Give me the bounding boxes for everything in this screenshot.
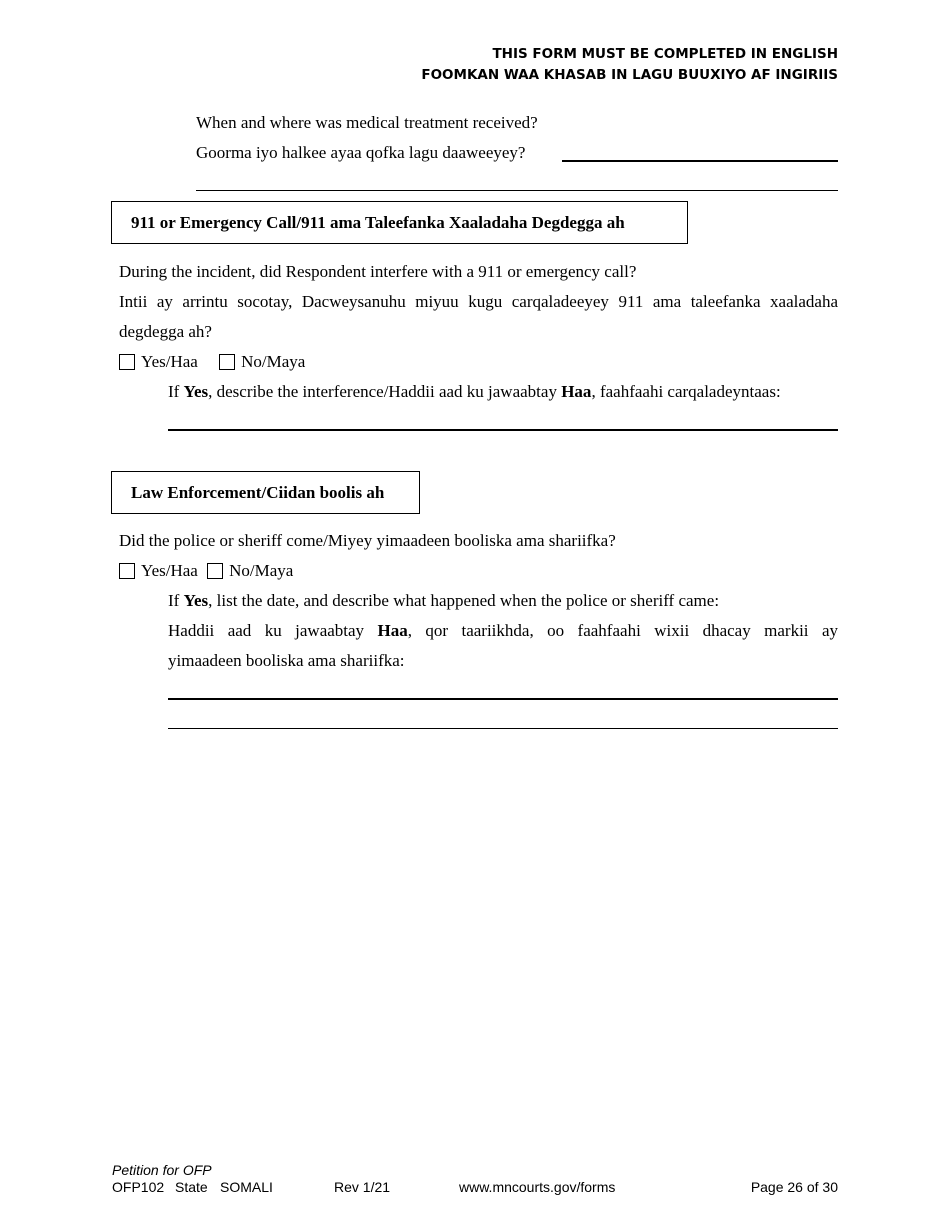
police-instruction-en <box>168 590 719 612</box>
interference-instruction <box>168 381 781 403</box>
medical-answer-line[interactable] <box>562 160 838 162</box>
police-no-option[interactable] <box>207 560 293 582</box>
footer-language: SOMALI <box>220 1179 273 1195</box>
interference-answer-line[interactable] <box>168 429 838 431</box>
medical-answer-line-2[interactable] <box>196 190 838 191</box>
police-options <box>119 560 293 585</box>
form-language-notice-en: THIS FORM MUST BE COMPLETED IN ENGLISH <box>492 46 838 62</box>
interference-yes-option[interactable] <box>119 351 198 373</box>
police-answer-line-1[interactable] <box>168 698 838 700</box>
police-no-checkbox[interactable] <box>207 563 223 579</box>
interference-no-label: No/Maya <box>241 352 306 371</box>
interference-end-text: , faahfaahi carqaladeyntaas: <box>591 382 781 401</box>
interference-yes-checkbox[interactable] <box>119 354 135 370</box>
footer-form-title: Petition for OFP <box>112 1162 212 1178</box>
footer-form-code: OFP102 <box>112 1179 165 1195</box>
footer-revision: Rev 1/21 <box>334 1179 391 1195</box>
interference-describe-text: , describe the interference/Haddii aad ku jawaabtay <box>208 382 562 401</box>
interference-yes-emphasis: Yes <box>183 382 209 401</box>
interference-question-so-line2: degdegga ah? <box>119 322 212 341</box>
police-instruction-so-line1 <box>168 620 838 642</box>
section-911-title: 911 or Emergency Call/911 ama Taleefanka Xaaladaha Degdegga ah <box>131 212 625 232</box>
section-law-header <box>111 471 420 514</box>
interference-options <box>119 351 305 376</box>
interference-question-en: During the incident, did Respondent interfere with a 911 or emergency call? <box>119 262 637 281</box>
footer-website-link[interactable]: www.mncourts.gov/forms <box>459 1179 616 1195</box>
footer-page-number: Page 26 of 30 <box>750 1179 838 1195</box>
police-if-text: If <box>168 591 184 610</box>
section-911-header <box>111 201 688 244</box>
section-law-title: Law Enforcement/Ciidan boolis ah <box>131 482 385 502</box>
police-yes-label: Yes/Haa <box>141 561 198 580</box>
interference-yes-label: Yes/Haa <box>141 352 198 371</box>
police-list-text: , list the date, and describe what happened when the police or sheriff came: <box>208 591 720 610</box>
interference-if-text: If <box>168 382 184 401</box>
medical-question-en: When and where was medical treatment received? <box>196 113 538 132</box>
police-qor-text: , qor taariikhda, oo faahfaahi wixii dhacay markii ay <box>407 621 839 640</box>
footer-jurisdiction: State <box>175 1179 208 1195</box>
police-question: Did the police or sheriff come/Miyey yimaadeen booliska ama shariifka? <box>119 531 616 550</box>
interference-question-so-line1: Intii ay arrintu socotay, Dacweysanuhu miyuu kugu carqaladeeyey 911 ama taleefanka xaaladaha <box>119 292 838 311</box>
police-no-label: No/Maya <box>229 561 294 580</box>
police-answer-line-2[interactable] <box>168 728 838 729</box>
interference-no-checkbox[interactable] <box>219 354 235 370</box>
police-yes-checkbox[interactable] <box>119 563 135 579</box>
police-yes-option[interactable] <box>119 560 198 582</box>
interference-haa-emphasis: Haa <box>561 382 592 401</box>
interference-no-option[interactable] <box>219 351 305 373</box>
police-haa-emphasis: Haa <box>377 621 408 640</box>
medical-question-so: Goorma iyo halkee ayaa qofka lagu daaweeyey? <box>196 143 526 162</box>
police-haddii-text: Haddii aad ku jawaabtay <box>168 621 378 640</box>
form-language-notice-so: FOOMKAN WAA KHASAB IN LAGU BUUXIYO AF INGIRIIS <box>421 67 838 83</box>
police-instruction-so-line2: yimaadeen booliska ama shariifka: <box>168 651 405 670</box>
police-yes-emphasis: Yes <box>183 591 209 610</box>
